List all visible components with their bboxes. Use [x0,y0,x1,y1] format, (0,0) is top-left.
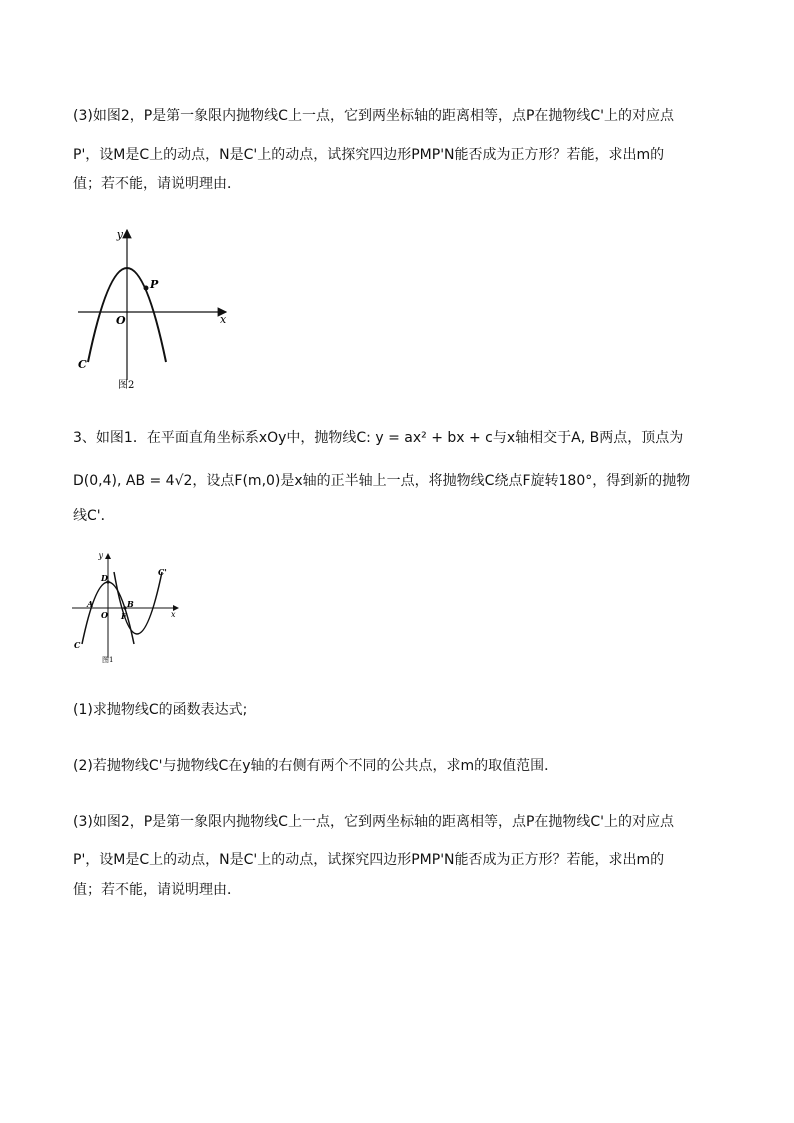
text-line: (3)如图2，P是第一象限内抛物线C上一点，它到两坐标轴的距离相等，点P在抛物线C'上的对应点 [73,108,675,124]
figure-caption: 图2 [118,380,135,391]
point-a-label: A [87,599,94,609]
question-2: (2)若抛物线C'与抛物线C在y轴的右侧有两个不同的公共点，求m的取值范围． [73,758,559,774]
figure-1 [70,548,185,668]
origin-label: O [101,610,108,620]
problem-3-line: 线C'． [73,508,115,524]
question-3-line: P'，设M是C上的动点，N是C'上的动点，试探究四边形PMP'N能否成为正方形？若能，求出m的 [73,852,665,868]
point-p [144,286,149,291]
y-axis-label: y [98,551,103,560]
question-3-line: (3)如图2，P是第一象限内抛物线C上一点，它到两坐标轴的距离相等，点P在抛物线C'上的对应点 [73,814,675,830]
origin-label: O [116,314,126,327]
point-d-label: D [101,573,108,583]
curve-c-label: C [78,358,87,371]
x-axis-label: x [220,313,227,326]
point-p-label: P [150,278,159,291]
text-line: P'，设M是C上的动点，N是C'上的动点，试探究四边形PMP'N能否成为正方形？若能，求出m的 [73,147,665,163]
figure-caption: 图1 [102,656,114,664]
question-3-line: 值；若不能，请说明理由． [73,882,241,898]
curve-c-prime-label: C' [158,567,167,577]
curve-c-label: C [74,640,81,650]
figure-2 [70,222,240,392]
problem-3-line: 3、如图1．在平面直角坐标系xOy中，抛物线C: y = ax² + bx + c与x轴相交于A, B两点，顶点为 [73,430,684,446]
problem-3-line: D(0,4), AB = 4√2，设点F(m,0)是x轴的正半轴上一点，将抛物线C绕点F旋转180°，得到新的抛物 [73,473,691,489]
text-line: 值；若不能，请说明理由． [73,176,241,192]
question-1: (1)求抛物线C的函数表达式; [73,702,248,718]
point-f-label: F [121,611,127,621]
parabola-c-prime [114,572,162,634]
x-axis-label: x [171,610,176,619]
point-b-label: B [127,599,134,609]
y-axis-label: y [116,228,123,241]
